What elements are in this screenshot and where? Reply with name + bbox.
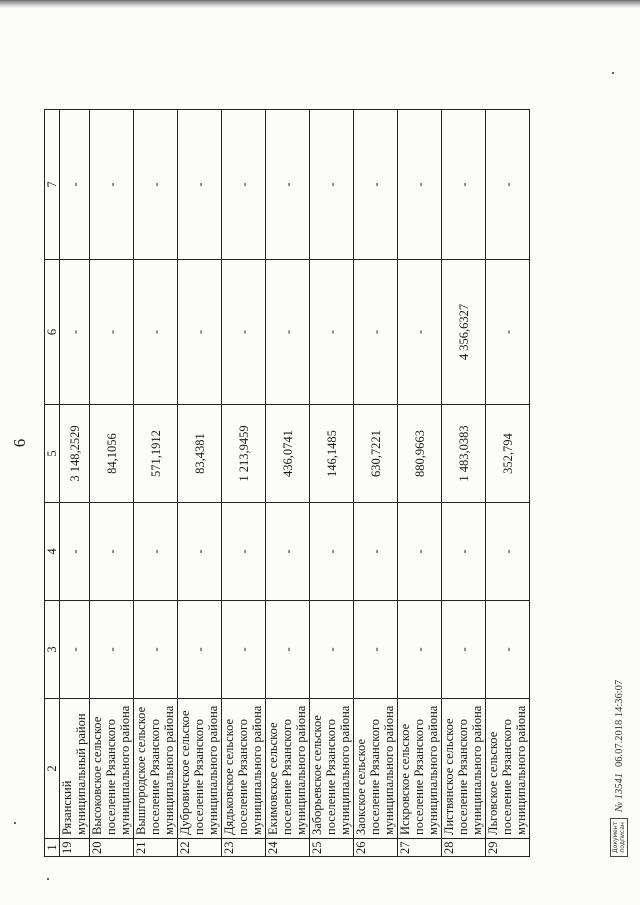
value-col-4: - <box>398 503 442 601</box>
value-col-5: 83,4381 <box>178 405 222 503</box>
territory-name: Заокское сельское поселение Рязанского муниципального района <box>354 699 398 839</box>
signature-box <box>610 818 628 857</box>
signature-box-line: Документ <box>612 821 619 853</box>
value-col-7: - <box>90 110 134 260</box>
header-row <box>45 110 60 857</box>
page-number: 6 <box>10 438 29 448</box>
table-row <box>60 110 90 857</box>
value-col-4: - <box>178 503 222 601</box>
column-header: 3 <box>45 601 60 699</box>
value-col-4: - <box>354 503 398 601</box>
signature-box-line: подписан <box>619 822 626 853</box>
table-row <box>310 110 354 857</box>
table-row <box>266 110 310 857</box>
value-col-7: - <box>354 110 398 260</box>
territory-name: Высоковское сельское поселение Рязанского муниципального района <box>90 699 134 839</box>
value-col-4: - <box>442 503 486 601</box>
value-col-7: - <box>266 110 310 260</box>
row-number: 24 <box>266 839 310 857</box>
value-col-3: - <box>222 601 266 699</box>
value-col-5: 630,7221 <box>354 405 398 503</box>
table-row <box>134 110 178 857</box>
row-number: 25 <box>310 839 354 857</box>
value-col-5: 571,1912 <box>134 405 178 503</box>
value-col-6: 4 356,6327 <box>442 260 486 405</box>
table-row <box>486 110 530 857</box>
value-col-7: - <box>178 110 222 260</box>
value-col-3: - <box>354 601 398 699</box>
column-header: 2 <box>45 699 60 839</box>
territory-name: Дубровичское сельское поселение Рязанского муниципального района <box>178 699 222 839</box>
territory-name: Дядьковское сельское поселение Рязанского муниципального района <box>222 699 266 839</box>
column-header: 1 <box>45 839 60 857</box>
value-col-3: - <box>310 601 354 699</box>
value-col-5: 1 483,0383 <box>442 405 486 503</box>
value-col-3: - <box>90 601 134 699</box>
value-col-5: 352,794 <box>486 405 530 503</box>
table-row <box>90 110 134 857</box>
value-col-3: - <box>178 601 222 699</box>
table-body <box>60 110 530 857</box>
territory-name: Искровское сельское поселение Рязанского муниципального района <box>398 699 442 839</box>
territory-name: Листвянское сельское поселение Рязанского муниципального района <box>442 699 486 839</box>
value-col-3: - <box>398 601 442 699</box>
value-col-3: - <box>60 601 90 699</box>
column-header: 6 <box>45 260 60 405</box>
territory-name: Екимовское сельское поселение Рязанского муниципального района <box>266 699 310 839</box>
territory-name: Заборьевское сельское поселение Рязанского муниципального района <box>310 699 354 839</box>
registration-datetime: 06.07.2018 14:36:07 <box>613 679 625 768</box>
registration-number: № 13541 <box>613 773 625 812</box>
territory-name: Вышгородское сельское поселение Рязанского муниципального района <box>134 699 178 839</box>
row-number: 26 <box>354 839 398 857</box>
value-col-6: - <box>178 260 222 405</box>
value-col-5: 3 148,2529 <box>60 405 90 503</box>
value-col-3: - <box>266 601 310 699</box>
row-number: 28 <box>442 839 486 857</box>
value-col-6: - <box>60 260 90 405</box>
value-col-6: - <box>310 260 354 405</box>
value-col-4: - <box>60 503 90 601</box>
value-col-7: - <box>222 110 266 260</box>
value-col-4: - <box>486 503 530 601</box>
row-number: 27 <box>398 839 442 857</box>
value-col-7: - <box>486 110 530 260</box>
value-col-5: 84,1056 <box>90 405 134 503</box>
value-col-6: - <box>266 260 310 405</box>
value-col-4: - <box>222 503 266 601</box>
value-col-5: 1 213,9459 <box>222 405 266 503</box>
table-row <box>398 110 442 857</box>
value-col-6: - <box>134 260 178 405</box>
table-row <box>178 110 222 857</box>
row-number: 21 <box>134 839 178 857</box>
territory-name: Льговское сельское поселение Рязанского муниципального района <box>486 699 530 839</box>
table-row <box>442 110 486 857</box>
value-col-4: - <box>266 503 310 601</box>
value-col-4: - <box>90 503 134 601</box>
value-col-4: - <box>134 503 178 601</box>
value-col-5: 880,9663 <box>398 405 442 503</box>
column-header: 5 <box>45 405 60 503</box>
row-number: 23 <box>222 839 266 857</box>
value-col-7: - <box>442 110 486 260</box>
value-col-7: - <box>60 110 90 260</box>
value-col-7: - <box>310 110 354 260</box>
value-col-6: - <box>486 260 530 405</box>
row-number: 20 <box>90 839 134 857</box>
row-number: 29 <box>486 839 530 857</box>
column-header: 7 <box>45 110 60 260</box>
value-col-6: - <box>90 260 134 405</box>
value-col-6: - <box>354 260 398 405</box>
column-header: 4 <box>45 503 60 601</box>
value-col-7: - <box>398 110 442 260</box>
value-col-4: - <box>310 503 354 601</box>
value-col-3: - <box>134 601 178 699</box>
value-col-6: - <box>398 260 442 405</box>
data-table <box>44 109 530 857</box>
table-row <box>354 110 398 857</box>
row-number: 22 <box>178 839 222 857</box>
row-number: 19 <box>60 839 90 857</box>
document-stamp <box>610 680 628 857</box>
data-table-wrapper <box>44 109 530 857</box>
value-col-7: - <box>134 110 178 260</box>
value-col-5: 436,0741 <box>266 405 310 503</box>
table-row <box>222 110 266 857</box>
value-col-6: - <box>222 260 266 405</box>
value-col-3: - <box>486 601 530 699</box>
value-col-5: 146,1485 <box>310 405 354 503</box>
value-col-3: - <box>442 601 486 699</box>
territory-name: Рязанский муниципальный район <box>60 699 90 839</box>
